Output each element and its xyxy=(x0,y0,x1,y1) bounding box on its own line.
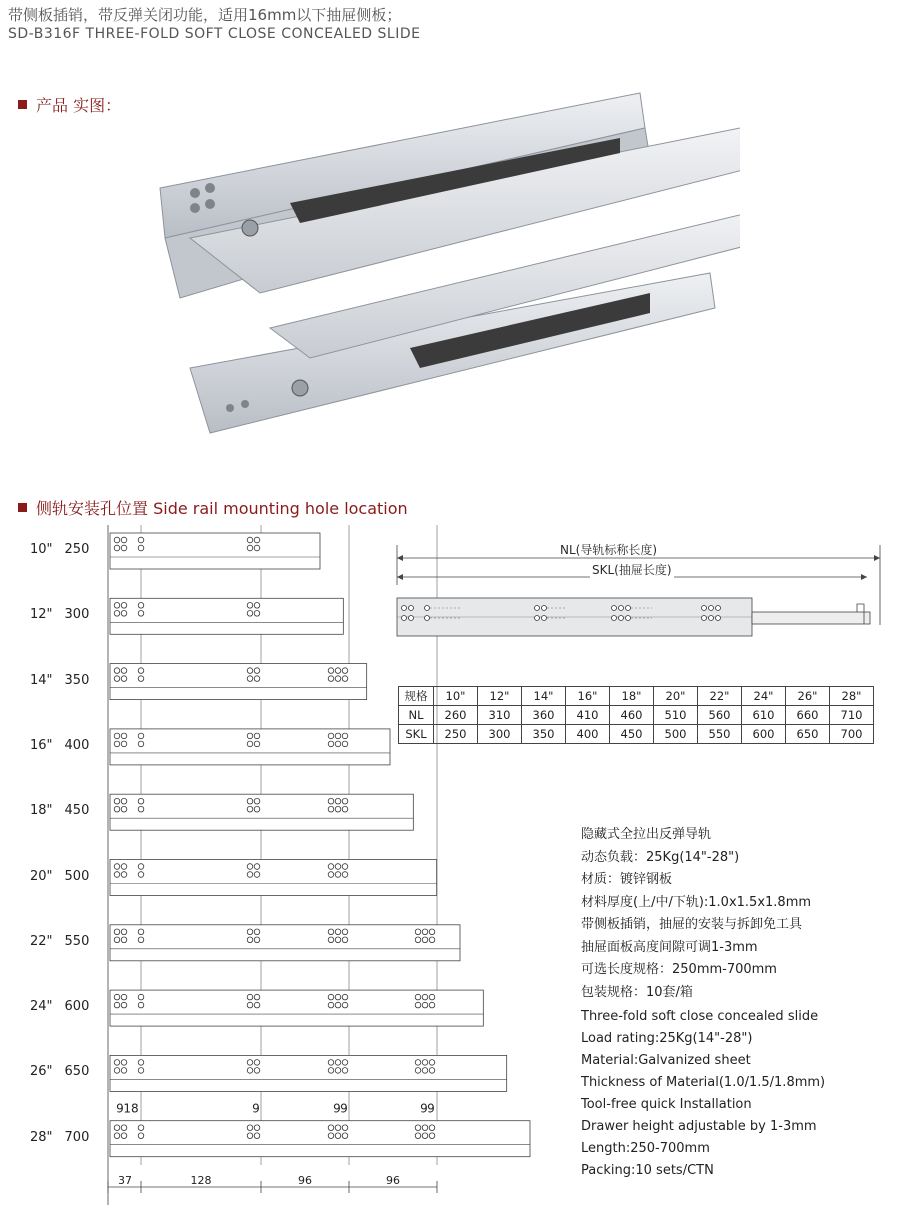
description-en-line: Drawer height adjustable by 1-3mm xyxy=(581,1119,817,1134)
mounting-hole xyxy=(114,1060,120,1066)
title-chinese: 带侧板插销，带反弹关闭功能，适用16mm以下抽屉侧板； xyxy=(8,6,402,24)
mounting-hole xyxy=(254,1068,260,1074)
mounting-hole xyxy=(114,937,120,943)
mounting-hole xyxy=(114,1002,120,1008)
mounting-hole xyxy=(247,603,253,609)
mounting-hole xyxy=(328,798,334,804)
mounting-hole xyxy=(121,872,127,878)
mounting-hole xyxy=(121,864,127,870)
mounting-hole xyxy=(342,1133,348,1139)
mounting-hole xyxy=(415,937,421,943)
mounting-hole xyxy=(415,1002,421,1008)
mounting-hole xyxy=(121,806,127,812)
description-cn-line: 包装规格：10套/箱 xyxy=(581,984,693,1000)
mounting-hole xyxy=(247,741,253,747)
mounting-hole xyxy=(138,611,144,617)
mounting-hole xyxy=(114,864,120,870)
spec-cell: 24" xyxy=(742,687,786,706)
mounting-hole xyxy=(429,1002,435,1008)
spec-cell: 700 xyxy=(830,725,874,744)
mounting-hole xyxy=(335,1002,341,1008)
mounting-hole xyxy=(247,676,253,682)
rail-size-inch: 20" xyxy=(30,868,53,884)
mounting-hole xyxy=(138,864,144,870)
spec-cell: 410 xyxy=(566,706,610,725)
mounting-hole xyxy=(328,668,334,674)
mounting-hole xyxy=(138,994,144,1000)
rail-size-mm: 400 xyxy=(64,737,90,753)
mounting-hole xyxy=(114,994,120,1000)
mounting-hole xyxy=(342,1002,348,1008)
mounting-hole xyxy=(121,545,127,551)
description-cn-line: 动态负载：25Kg(14"-28") xyxy=(581,849,740,865)
hole-spacing-label: 9 xyxy=(116,1101,124,1116)
mounting-hole xyxy=(328,733,334,739)
mounting-hole xyxy=(328,929,334,935)
mounting-hole xyxy=(342,929,348,935)
rail-size-label xyxy=(30,673,101,688)
rail-size-inch: 22" xyxy=(30,933,53,949)
rail-size-mm: 350 xyxy=(64,672,90,688)
mounting-hole xyxy=(342,872,348,878)
mounting-hole xyxy=(328,741,334,747)
mounting-hole xyxy=(254,798,260,804)
mounting-hole xyxy=(328,1133,334,1139)
rail-outline xyxy=(110,1121,530,1157)
section-photo-label: 产品 实图： xyxy=(36,96,122,115)
rail-size-inch: 12" xyxy=(30,607,53,623)
mounting-hole xyxy=(335,1060,341,1066)
spec-cell: 360 xyxy=(522,706,566,725)
mounting-hole xyxy=(121,741,127,747)
mounting-hole xyxy=(429,937,435,943)
rail-size-inch: 14" xyxy=(30,672,53,688)
mounting-hole xyxy=(335,676,341,682)
spec-cell: 28" xyxy=(830,687,874,706)
mounting-hole xyxy=(335,1133,341,1139)
description-en-line: Material:Galvanized sheet xyxy=(581,1053,751,1068)
mounting-hole xyxy=(121,537,127,543)
description-en-line: Length:250-700mm xyxy=(581,1141,710,1156)
mounting-hole xyxy=(328,937,334,943)
spec-cell: 710 xyxy=(830,706,874,725)
hole-spacing-label: 9 xyxy=(427,1101,435,1116)
mounting-hole xyxy=(138,806,144,812)
mounting-hole xyxy=(114,733,120,739)
rail-outline xyxy=(110,925,460,961)
rail-size-mm: 450 xyxy=(64,803,90,819)
description-cn-line: 材料厚度(上/中/下轨):1.0x1.5x1.8mm xyxy=(581,894,812,910)
mounting-hole xyxy=(138,1133,144,1139)
mounting-hole xyxy=(335,1068,341,1074)
rail-size-inch: 26" xyxy=(30,1064,53,1080)
rail-size-label xyxy=(30,607,101,622)
description-en-line: Thickness of Material(1.0/1.5/1.8mm) xyxy=(581,1075,826,1090)
mounting-hole xyxy=(254,864,260,870)
mounting-hole xyxy=(335,798,341,804)
spec-cell: 22" xyxy=(698,687,742,706)
rail-size-inch: 28" xyxy=(30,1129,53,1145)
mounting-hole xyxy=(342,798,348,804)
section-photo-heading xyxy=(18,93,121,116)
spec-cell: 660 xyxy=(786,706,830,725)
spec-cell: 460 xyxy=(610,706,654,725)
skl-label: SKL(抽屉长度) xyxy=(592,563,672,577)
mounting-hole xyxy=(247,1002,253,1008)
mounting-hole xyxy=(247,994,253,1000)
mounting-hole xyxy=(254,1060,260,1066)
mounting-hole xyxy=(138,1068,144,1074)
mounting-hole xyxy=(415,1133,421,1139)
mounting-hole xyxy=(342,668,348,674)
dimension-label: 96 xyxy=(298,1174,312,1187)
rail-size-mm: 500 xyxy=(64,868,90,884)
mounting-hole xyxy=(422,937,428,943)
rail-size-mm: 550 xyxy=(64,933,90,949)
mounting-hole xyxy=(254,994,260,1000)
mounting-hole xyxy=(138,741,144,747)
spec-row xyxy=(399,725,874,744)
spec-cell: 18" xyxy=(610,687,654,706)
mounting-hole xyxy=(138,676,144,682)
spec-cell: 500 xyxy=(654,725,698,744)
mounting-hole xyxy=(328,1060,334,1066)
mounting-hole xyxy=(114,545,120,551)
rail-outline xyxy=(110,794,413,830)
spec-cell: 规格 xyxy=(399,687,434,706)
mounting-hole xyxy=(335,864,341,870)
mounting-hole xyxy=(247,872,253,878)
mounting-hole xyxy=(247,545,253,551)
mounting-hole xyxy=(422,1133,428,1139)
mounting-hole xyxy=(114,741,120,747)
mounting-hole xyxy=(328,676,334,682)
mounting-hole xyxy=(335,994,341,1000)
mounting-hole xyxy=(114,929,120,935)
spec-cell: 510 xyxy=(654,706,698,725)
mounting-hole xyxy=(247,1068,253,1074)
mounting-hole xyxy=(247,1133,253,1139)
mounting-hole xyxy=(121,929,127,935)
mounting-hole xyxy=(138,1125,144,1131)
spec-cell: 300 xyxy=(478,725,522,744)
rail-outline xyxy=(110,860,437,896)
mounting-hole xyxy=(247,733,253,739)
mounting-hole xyxy=(422,1068,428,1074)
mounting-hole xyxy=(422,994,428,1000)
dimension-label: 37 xyxy=(118,1174,132,1187)
rail-outline xyxy=(110,1055,507,1091)
mounting-hole xyxy=(335,929,341,935)
mounting-hole xyxy=(121,1002,127,1008)
mounting-hole xyxy=(114,872,120,878)
description-cn-line: 抽屉面板高度间隙可调1-3mm xyxy=(581,939,758,955)
mounting-hole xyxy=(335,1125,341,1131)
mounting-hole xyxy=(422,1125,428,1131)
description-cn-line: 带侧板插销，抽屉的安装与拆卸免工具 xyxy=(581,917,803,932)
spec-cell: 400 xyxy=(566,725,610,744)
mounting-hole xyxy=(247,1060,253,1066)
rail-size-inch: 24" xyxy=(30,999,53,1015)
spec-cell: 650 xyxy=(786,725,830,744)
mounting-hole xyxy=(138,537,144,543)
mounting-hole xyxy=(328,864,334,870)
mounting-hole xyxy=(121,994,127,1000)
mounting-hole xyxy=(328,1002,334,1008)
rail-size-inch: 18" xyxy=(30,803,53,819)
rail-size-label xyxy=(30,1064,101,1079)
mounting-hole xyxy=(138,937,144,943)
spec-cell: 14" xyxy=(522,687,566,706)
mounting-hole xyxy=(114,806,120,812)
mounting-hole xyxy=(247,798,253,804)
rail-size-mm: 300 xyxy=(64,607,90,623)
mounting-hole xyxy=(114,668,120,674)
rail-size-label xyxy=(30,934,101,949)
hole-spacing-label: 9 xyxy=(333,1101,341,1116)
mounting-hole xyxy=(138,545,144,551)
mounting-hole xyxy=(247,668,253,674)
dimension-label: 128 xyxy=(190,1174,212,1187)
mounting-hole xyxy=(415,994,421,1000)
spec-cell: 16" xyxy=(566,687,610,706)
description-cn-line: 可选长度规格：250mm-700mm xyxy=(581,962,777,977)
mounting-hole xyxy=(138,798,144,804)
mounting-hole xyxy=(247,806,253,812)
mounting-hole xyxy=(247,1125,253,1131)
rail-size-label xyxy=(30,999,101,1014)
spec-cell: 250 xyxy=(434,725,478,744)
spec-cell: 600 xyxy=(742,725,786,744)
mounting-hole xyxy=(254,1133,260,1139)
mounting-hole xyxy=(335,741,341,747)
mounting-hole xyxy=(254,611,260,617)
mounting-hole xyxy=(114,603,120,609)
mounting-hole xyxy=(121,1133,127,1139)
mounting-hole xyxy=(114,537,120,543)
mounting-hole xyxy=(138,1002,144,1008)
hole-spacing-label: 9 xyxy=(340,1101,348,1116)
mounting-hole xyxy=(254,733,260,739)
title-english: SD-B316F THREE-FOLD SOFT CLOSE CONCEALED SLIDE xyxy=(8,26,421,42)
hole-spacing-label: 18 xyxy=(123,1101,139,1116)
mounting-hole xyxy=(342,1125,348,1131)
mounting-hole xyxy=(247,937,253,943)
bullet-square-icon xyxy=(18,100,27,109)
mounting-hole xyxy=(328,1125,334,1131)
mounting-hole xyxy=(247,864,253,870)
mounting-hole xyxy=(335,806,341,812)
spec-cell: 12" xyxy=(478,687,522,706)
mounting-hole xyxy=(429,1068,435,1074)
mounting-hole xyxy=(121,1060,127,1066)
mounting-hole xyxy=(114,611,120,617)
spec-cell: 26" xyxy=(786,687,830,706)
mounting-hole xyxy=(429,1060,435,1066)
mounting-hole xyxy=(415,1060,421,1066)
mounting-hole xyxy=(335,733,341,739)
mounting-hole xyxy=(138,929,144,935)
mounting-hole xyxy=(138,872,144,878)
rail-size-mm: 700 xyxy=(64,1129,90,1145)
hole-spacing-label: 9 xyxy=(420,1101,428,1116)
mounting-hole xyxy=(254,1125,260,1131)
mounting-hole xyxy=(254,937,260,943)
mounting-hole xyxy=(114,1133,120,1139)
mounting-hole xyxy=(342,1060,348,1066)
spec-cell: 20" xyxy=(654,687,698,706)
mounting-hole xyxy=(328,806,334,812)
mounting-hole xyxy=(138,603,144,609)
section-mounting-heading xyxy=(18,496,408,519)
spec-cell: 10" xyxy=(434,687,478,706)
mounting-hole xyxy=(429,1125,435,1131)
mounting-hole xyxy=(114,798,120,804)
mounting-hole xyxy=(328,994,334,1000)
mounting-hole xyxy=(254,676,260,682)
spec-cell: 310 xyxy=(478,706,522,725)
mounting-hole xyxy=(254,929,260,935)
mounting-hole xyxy=(247,611,253,617)
spec-cell: SKL xyxy=(399,725,434,744)
mounting-hole xyxy=(254,806,260,812)
rail-size-inch: 10" xyxy=(30,542,53,557)
mounting-hole xyxy=(335,872,341,878)
rail-size-mm: 650 xyxy=(64,1064,90,1080)
hole-spacing-label: 9 xyxy=(252,1101,260,1116)
mounting-hole xyxy=(121,733,127,739)
mounting-hole xyxy=(121,668,127,674)
mounting-hole xyxy=(114,1125,120,1131)
mounting-hole xyxy=(254,545,260,551)
spec-cell: NL xyxy=(399,706,434,725)
spec-cell: 260 xyxy=(434,706,478,725)
mounting-hole xyxy=(342,806,348,812)
spec-cell: 560 xyxy=(698,706,742,725)
mounting-hole xyxy=(422,929,428,935)
mounting-hole xyxy=(429,1133,435,1139)
rail-size-mm: 600 xyxy=(64,999,90,1015)
dimension-label: 96 xyxy=(386,1174,400,1187)
section-mounting-label: 侧轨安装孔位置 Side rail mounting hole location xyxy=(36,499,408,518)
mounting-hole xyxy=(138,668,144,674)
bullet-square-icon xyxy=(18,503,27,512)
product-photo xyxy=(150,88,740,448)
mounting-hole xyxy=(138,733,144,739)
mounting-hole xyxy=(415,1068,421,1074)
mounting-hole xyxy=(121,1125,127,1131)
mounting-hole xyxy=(335,937,341,943)
mounting-hole xyxy=(138,1060,144,1066)
mounting-hole xyxy=(114,1068,120,1074)
mounting-hole xyxy=(247,537,253,543)
mounting-hole xyxy=(121,676,127,682)
mounting-hole xyxy=(415,929,421,935)
mounting-hole xyxy=(342,1068,348,1074)
mounting-hole xyxy=(121,611,127,617)
spec-row xyxy=(399,706,874,725)
mounting-hole xyxy=(114,676,120,682)
rail-size-inch: 16" xyxy=(30,737,53,753)
mounting-hole xyxy=(342,733,348,739)
description-cn-line: 材质：镀锌钢板 xyxy=(581,872,673,887)
spec-table xyxy=(398,686,874,744)
rail-size-mm: 250 xyxy=(64,542,90,557)
rail-size-label xyxy=(30,803,101,818)
spec-cell: 550 xyxy=(698,725,742,744)
nl-label: NL(导轨标称长度) xyxy=(560,543,658,557)
mounting-hole xyxy=(342,741,348,747)
mounting-hole xyxy=(254,668,260,674)
mounting-hole xyxy=(247,929,253,935)
rail-size-label xyxy=(30,869,101,884)
rail-size-label xyxy=(30,1130,101,1145)
mounting-hole xyxy=(429,994,435,1000)
description-en-line: Load rating:25Kg(14"-28") xyxy=(581,1031,753,1046)
description-en-line: Three-fold soft close concealed slide xyxy=(581,1009,819,1024)
mounting-hole xyxy=(335,668,341,674)
mounting-hole xyxy=(328,872,334,878)
mounting-hole xyxy=(121,798,127,804)
mounting-hole xyxy=(254,741,260,747)
mounting-hole xyxy=(121,1068,127,1074)
mounting-hole xyxy=(121,603,127,609)
mounting-hole xyxy=(121,937,127,943)
mounting-hole xyxy=(422,1002,428,1008)
rail-size-label xyxy=(30,542,101,557)
description-cn-line: 隐藏式全拉出反弹导轨 xyxy=(581,827,712,842)
spec-cell: 350 xyxy=(522,725,566,744)
description-en-line: Packing:10 sets/CTN xyxy=(581,1163,714,1178)
spec-cell: 450 xyxy=(610,725,654,744)
mounting-hole xyxy=(342,864,348,870)
mounting-hole xyxy=(342,994,348,1000)
mounting-hole xyxy=(254,1002,260,1008)
spec-cell: 610 xyxy=(742,706,786,725)
rail-outline xyxy=(110,664,367,700)
mounting-hole xyxy=(254,872,260,878)
mounting-hole xyxy=(254,603,260,609)
description-en-line: Tool-free quick Installation xyxy=(581,1097,752,1112)
mounting-hole xyxy=(342,676,348,682)
mounting-hole xyxy=(328,1068,334,1074)
rail-size-label xyxy=(30,738,101,753)
rail-outline xyxy=(110,598,343,634)
spec-header-row xyxy=(399,687,874,706)
mounting-hole xyxy=(342,937,348,943)
mounting-hole xyxy=(254,537,260,543)
mounting-hole xyxy=(422,1060,428,1066)
mounting-hole xyxy=(415,1125,421,1131)
mounting-hole xyxy=(429,929,435,935)
